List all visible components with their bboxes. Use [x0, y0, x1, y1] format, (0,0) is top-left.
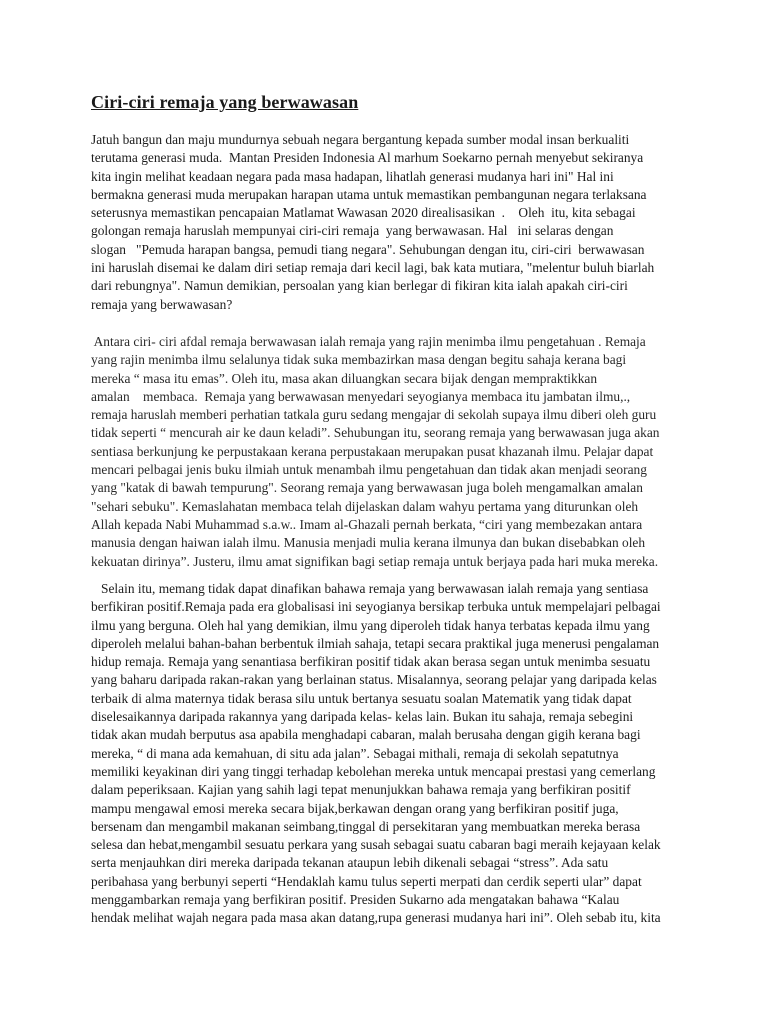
paragraph-positive-thinking [91, 580, 691, 928]
text-line: sentiasa berkunjung ke perpustakaan kerana perpustakaan merupakan pusat khazanah ilmu. Pelajar dapat [91, 443, 654, 459]
text-line: peribahasa yang berbunyi seperti “Hendaklah kamu tulus seperti merpati dan cerdik seperti ular” dapat [91, 873, 642, 889]
text-line: ilmu yang berguna. Oleh hal yang demikian, ilmu yang diperoleh tidak hanya terbatas kepada ilmu yang [91, 617, 650, 633]
text-line: hendak melihat wajah negara pada masa akan datang,rupa generasi mudanya hari ini”. Oleh sebab itu, kita [91, 910, 661, 926]
paragraph-reading [91, 333, 691, 571]
text-line: bermakna generasi muda merupakan harapan utama untuk memastikan pembangunan negara terlaksana [91, 186, 647, 202]
text-line: mampu mengawal emosi mereka secara bijak,berkawan dengan orang yang berfikiran positif juga, [91, 800, 619, 816]
text-line: mencari pelbagai jenis buku ilmiah untuk menambah ilmu pengetahuan dan tidak akan menjadi seorang [91, 462, 647, 478]
text-line: kekuatan dirinya”. Justeru, ilmu amat signifikan bagi setiap remaja untuk berjaya pada hari muka mereka. [91, 553, 659, 569]
text-line: remaja haruslah memberi perhatian tatkala guru sedang mengajar di sekolah supaya ilmu diberi oleh guru [91, 407, 657, 423]
text-line: kita ingin melihat keadaan negara pada masa hadapan, lihatlah generasi mudanya hari ini" Hal ini [91, 168, 614, 184]
text-line: "sehari sebuku". Kemaslahatan membaca telah dijelaskan dalam wahyu pertama yang diturunkan oleh [91, 498, 639, 514]
document-title: Ciri-ciri remaja yang berwawasan [91, 92, 359, 112]
text-line: Antara ciri- ciri afdal remaja berwawasan ialah remaja yang rajin menimba ilmu pengetahuan . Remaja [91, 334, 646, 349]
text-line: bersenam dan mengambil makanan seimbang,tinggal di persekitaran yang membuatkan mereka berasa [91, 818, 641, 834]
text-line: diselesaikannya daripada rakannya yang daripada kelas- kelas lain. Bukan itu sahaja, remaja sebegini [91, 709, 634, 725]
text-line: menggambarkan remaja yang berfikiran positif. Presiden Sukarno ada mengatakan bahawa “Kalau [91, 892, 620, 908]
text-line: dalam peperiksaan. Kajian yang sahih lagi tepat menunjukkan bahawa remaja yang berfikiran positif [91, 782, 631, 798]
text-line: slogan "Pemuda harapan bangsa, pemudi tiang negara". Sehubungan dengan itu, ciri-ciri berwawasan [91, 241, 645, 257]
text-line: selesa dan hebat,mengambil sesuatu perkara yang susah sebagai suatu cabaran bagi meraih kejayaan kelak [91, 837, 661, 853]
text-line: diperoleh melalui bahan-bahan berbentuk ilmiah sahaja, tetapi secara praktikal juga menerusi pengalaman [91, 635, 660, 651]
text-line: Selain itu, memang tidak dapat dinafikan bahawa remaja yang berwawasan ialah remaja yang sentiasa [91, 581, 649, 596]
text-line: memiliki keyakinan diri yang tinggi terhadap kebolehan mereka untuk mencapai prestasi yang cemerlang [91, 763, 656, 779]
text-line: Allah kepada Nabi Muhammad s.a.w.. Imam al-Ghazali pernah berkata, “ciri yang membezakan antara [91, 516, 643, 532]
text-line: amalan membaca. Remaja yang berwawasan menyedari seyogianya membaca itu jambatan ilmu,., [91, 388, 631, 404]
text-line: yang "katak di bawah tempurung". Seorang remaja yang berwawasan juga boleh mengamalkan amalan [91, 480, 643, 496]
text-line: ini haruslah disemai ke dalam diri setiap remaja dari kecil lagi, bak kata mutiara, "melentur buluh biarlah [91, 260, 655, 276]
text-line: dari rebungnya". Namun demikian, persoalan yang kian berlegar di fikiran kita ialah apakah ciri-ciri [91, 278, 628, 294]
text-line: hidup remaja. Remaja yang senantiasa berfikiran positif tidak akan berasa segan untuk menimba sesuatu [91, 654, 651, 670]
text-line: tidak seperti “ mencurah air ke daun keladi”. Sehubungan itu, seorang remaja yang berwawasan juga akan [91, 425, 660, 441]
text-line: Jatuh bangun dan maju mundurnya sebuah negara bergantung kepada sumber modal insan berkualiti [91, 132, 630, 147]
text-line: remaja yang berwawasan? [91, 296, 233, 312]
text-line: mereka, “ di mana ada kemahuan, di situ ada jalan”. Sebagai mithali, remaja di sekolah sepatutnya [91, 745, 619, 761]
text-line: seterusnya memastikan pencapaian Matlamat Wawasan 2020 direalisasikan . Oleh itu, kita sebagai [91, 205, 636, 221]
text-line: serta menjauhkan diri mereka daripada tekanan ataupun lebih dikenali sebagai “stress”. Ada satu [91, 855, 609, 871]
text-line: manusia dengan haiwan ialah ilmu. Manusia menjadi mulia kerana ilmunya dan bukan disebabkan oleh [91, 535, 646, 551]
text-line: yang rajin menimba ilmu selalunya tidak suka membazirkan masa dengan begitu sahaja kerana bagi [91, 352, 627, 368]
text-line: berfikiran positif.Remaja pada era globalisasi ini seyogianya bersikap terbuka untuk mempelajari pelbagai [91, 599, 661, 615]
text-line: yang baharu daripada rakan-rakan yang berlainan status. Misalannya, seorang pelajar yang daripada kelas [91, 672, 657, 688]
paragraph-intro [91, 131, 691, 314]
text-line: terbaik di alma maternya tidak berasa silu untuk bertanya sesuatu soalan Matematik yang tidak dapat [91, 690, 632, 706]
text-line: terutama generasi muda. Mantan Presiden Indonesia Al marhum Soekarno pernah menyebut sekiranya [91, 150, 644, 166]
text-line: mereka “ masa itu emas”. Oleh itu, masa akan diluangkan secara bijak dengan mempraktikkan [91, 370, 598, 386]
text-line: tidak akan mudah berputus asa apabila menghadapi cabaran, malah berusaha dengan gigih kerana bagi [91, 727, 641, 743]
text-line: golongan remaja haruslah mempunyai ciri-ciri remaja yang berwawasan. Hal ini selaras dengan [91, 223, 614, 239]
